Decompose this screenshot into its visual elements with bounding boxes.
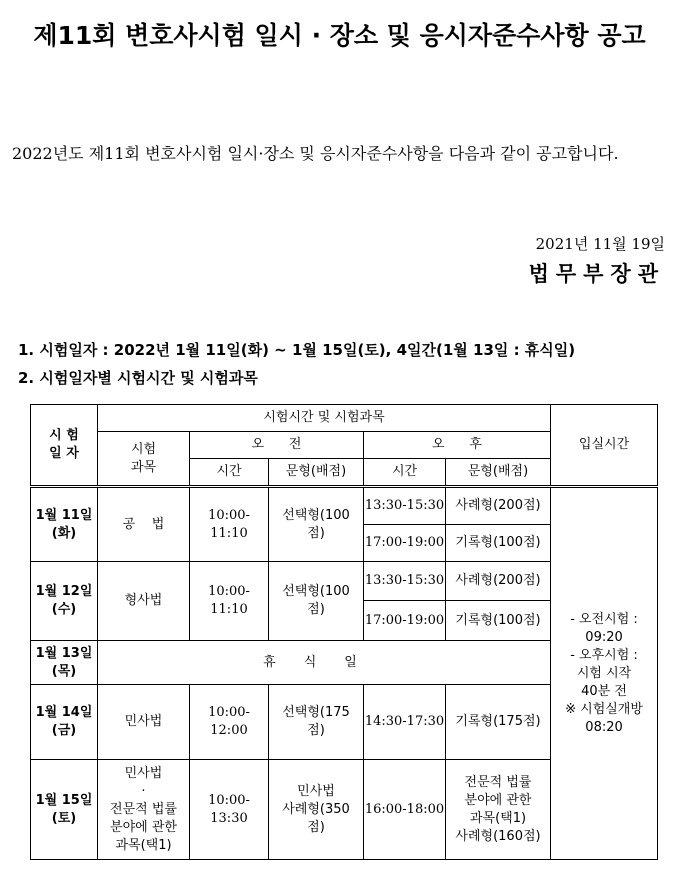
- row-pm-type: 기록형(175점): [446, 685, 551, 760]
- row-am-type: 민사법 사례형(350 점): [269, 760, 364, 860]
- row-pm-time: 13:30-15:30: [364, 562, 446, 601]
- row-date: 1월 11일 (화): [31, 487, 98, 562]
- row-pm-time: 14:30-17:30: [364, 685, 446, 760]
- exam-schedule-item: 2. 시험일자별 시험시간 및 시험과목: [18, 369, 258, 387]
- row-pm-type: 기록형(100점): [446, 525, 551, 562]
- row-date: 1월 12일 (수): [31, 562, 98, 641]
- row-pm-type: 기록형(100점): [446, 601, 551, 641]
- header-row-1: [31, 405, 658, 432]
- row-pm-type: 사례형(200점): [446, 562, 551, 601]
- header-morning: 오 전: [190, 432, 364, 459]
- header-pm-time: 시간: [364, 459, 446, 487]
- row-am-type: 선택형(175 점): [269, 685, 364, 760]
- header-schedule: 시험시간 및 시험과목: [98, 405, 551, 432]
- entry-time-note: - 오전시험 : 09:20 - 오후시험 : 시험 시작 40분 전 ※ 시험실개방 08:20: [551, 487, 658, 860]
- row-pm-time: 13:30-15:30: [364, 487, 446, 525]
- row-subject: 민사법: [98, 685, 190, 760]
- row-pm-time: 17:00-19:00: [364, 601, 446, 641]
- row-date: 1월 15일 (토): [31, 760, 98, 860]
- row-am-time: 10:00-11:10: [190, 487, 269, 562]
- table-row: [31, 487, 658, 525]
- page-title: 제11회 변호사시험 일시 · 장소 및 응시자준수사항 공고: [33, 21, 646, 50]
- row-pm-time: 16:00-18:00: [364, 760, 446, 860]
- row-am-time: 10:00-13:30: [190, 760, 269, 860]
- header-entry-time: 입실시간: [551, 405, 658, 487]
- header-pm-type: 문형(배점): [446, 459, 551, 487]
- row-am-time: 10:00-11:10: [190, 562, 269, 641]
- intro-text: 2022년도 제11회 변호사시험 일시·장소 및 응시자준수사항을 다음과 같이 공고합니다.: [12, 144, 619, 163]
- row-pm-time: 17:00-19:00: [364, 525, 446, 562]
- exam-schedule-table: [30, 404, 658, 860]
- row-date: 1월 13일 (목): [31, 641, 98, 685]
- row-am-type: 선택형(100 점): [269, 487, 364, 562]
- header-am-type: 문형(배점): [269, 459, 364, 487]
- row-pm-type: 전문적 법률 분야에 관한 과목(택1) 사례형(160점): [446, 760, 551, 860]
- header-afternoon: 오 후: [364, 432, 551, 459]
- header-am-time: 시간: [190, 459, 269, 487]
- row-subject: 형사법: [98, 562, 190, 641]
- header-exam-date: 시 험 일 자: [31, 405, 98, 487]
- issuing-authority: 법무부장관: [528, 262, 665, 286]
- row-subject: 민사법 · 전문적 법률 분야에 관한 과목(택1): [98, 760, 190, 860]
- row-subject: 공 법: [98, 487, 190, 562]
- rest-day-label: 휴식일: [98, 641, 551, 685]
- notice-date: 2021년 11월 19일: [535, 235, 665, 253]
- row-am-type: 선택형(100 점): [269, 562, 364, 641]
- header-subject: 시험 과목: [98, 432, 190, 487]
- exam-dates-item: 1. 시험일자 : 2022년 1월 11일(화) ~ 1월 15일(토), 4일간(1월 13일 : 휴식일): [18, 341, 576, 359]
- row-pm-type: 사례형(200점): [446, 487, 551, 525]
- row-date: 1월 14일 (금): [31, 685, 98, 760]
- row-am-time: 10:00-12:00: [190, 685, 269, 760]
